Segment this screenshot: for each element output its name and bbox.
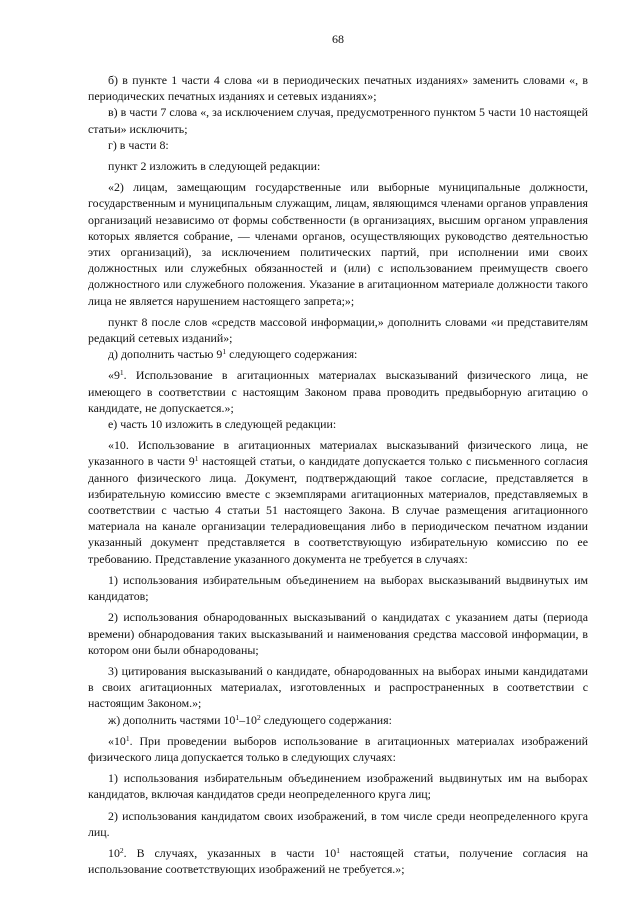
paragraph-case-2: 2) использования обнародованных высказываний о кандидатах с указанием даты (периода времени) обнародования таких высказываний и наименования средства массовой информации, в котором они были обнародованы;	[88, 610, 588, 657]
paragraph-image-case-1: 1) использования избирательным объединением изображений выдвинутых им на выборах кандидатов, включая кандидатов среди неопределенного круга лиц;	[88, 771, 588, 802]
paragraph-b: б) в пункте 1 части 4 слова «и в периодических печатных изданиях» заменить словами «, в периодических печатных изданиях и сетевых изданиях»;	[88, 73, 588, 104]
paragraph-case-1: 1) использования избирательным объединением на выборах высказываний выдвинутых им кандидатов;	[88, 572, 588, 604]
paragraph-part-10-2: $10^2$. В случаях, указанных в части $10^1$ настоящей статьи, получение согласия на использование соответствующих изображений не требуется.»;	[88, 845, 588, 877]
paragraph-e: е) часть 10 изложить в следующей редакции:	[108, 417, 337, 432]
page-number: 68	[332, 32, 344, 46]
paragraph-image-case-2: 2) использования кандидатом своих изображений, в том числе среди неопределенного круга лиц.	[88, 808, 588, 839]
document-body	[88, 72, 588, 877]
paragraph-item-2-text: «2) лицам, замещающим государственные или выборные муниципальные должности, государственным и муниципальным служащим, лицам, являющимся членами органов управления организаций независимо от формы собственности (в организациях, высшим органом управления которых является собрание, — членами органов, осуществляющих руководство деятельностью этих организаций), за исключением политических партий, при исполнении ими своих должностных или служебных обязанностей и (или) с использованием преимуществ своего должностного или служебного положения. Указание в агитационном материале должности такого лица не является нарушением настоящего запрета;»;	[88, 180, 588, 308]
paragraph-part-10-1: «$10^1$. При проведении выборов использование в агитационных материалах изображений физического лица допускается только в следующих случаях:	[88, 733, 588, 764]
paragraph-item-2-intro: пункт 2 изложить в следующей редакции:	[108, 159, 321, 174]
paragraph-part-9-1: «$9^1$. Использование в агитационных материалах высказываний физического лица, не имеющего в соответствии с настоящим Законом права проводить предвыборную агитацию о кандидате, не допускается.»;	[88, 368, 588, 415]
paragraph-case-3: 3) цитирования высказываний о кандидате, обнародованных на выборах иными кандидатами в своих агитационных материалах, изготовленных и распространенных в соответствии с настоящим Законом.»;	[88, 663, 588, 711]
paragraph-part-10: «10. Использование в агитационных материалах высказываний физического лица, не указанного в части $9^1$ настоящей статьи, о кандидате допускается только с письменного согласия данного физического лица. Документ, подтверждающий такое согласие, представляется в избирательную комиссию вместе с экземплярами агитационных материалов, представляемых в соответствии с частью 4 статьи 51 настоящего Закона. В случае размещения агитационного материала на канале организации телерадиовещания либо в периодическом печатном издании указанный документ представляется в соответствующую избирательную комиссию по ее требованию. Представление указанного документа не требуется в случаях:	[88, 438, 588, 566]
paragraph-item-8: пункт 8 после слов «средств массовой информации,» дополнить словами «и представителям редакций сетевых изданий»;	[88, 314, 588, 346]
paragraph-v: в) в части 7 слова «, за исключением случая, предусмотренного пунктом 5 части 10 настоящей статьи» исключить;	[88, 105, 588, 136]
paragraph-zh: ж) дополнить частями $10^1-10^2$ следующего содержания:	[108, 712, 392, 727]
paragraph-d: д) дополнить частью $9^1$ следующего содержания:	[108, 347, 358, 362]
paragraph-g: г) в части 8:	[108, 137, 169, 152]
